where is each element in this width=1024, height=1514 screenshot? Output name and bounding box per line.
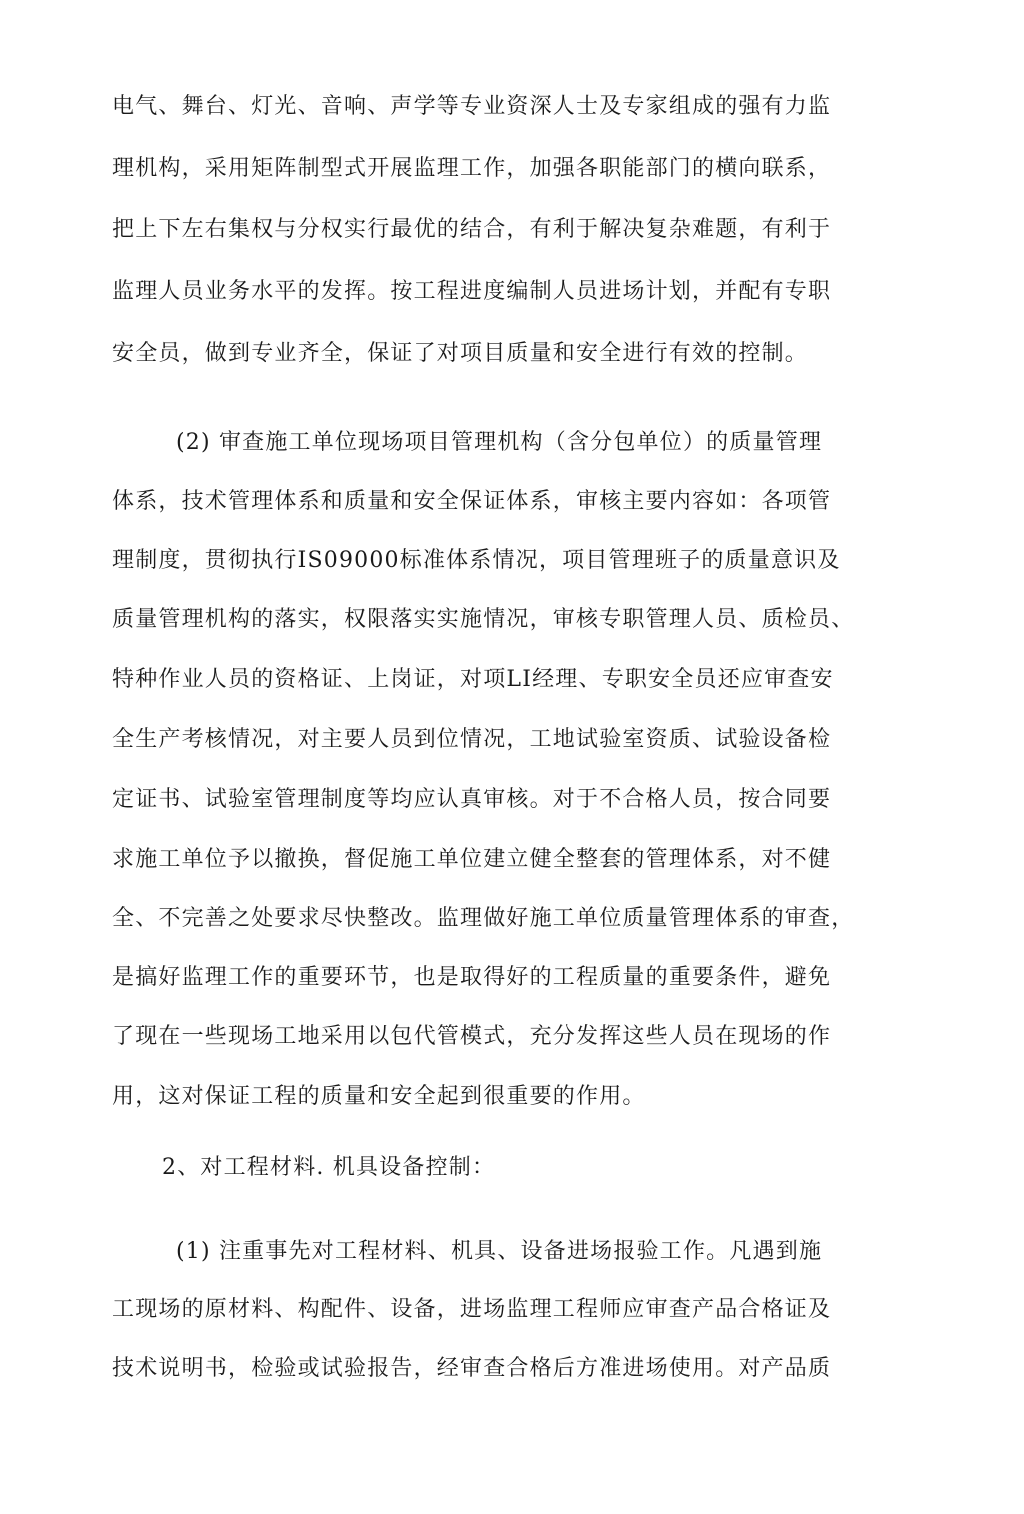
text-line: 理制度，贯彻执行IS09000标准体系情况，项目管理班子的质量意识及 <box>112 548 841 573</box>
section-heading: 2、对工程材料. 机具设备控制： <box>162 1155 496 1180</box>
text-line: (1) 注重事先对工程材料、机具、设备进场报验工作。凡遇到施 <box>176 1239 823 1264</box>
text-line: 特种作业人员的资格证、上岗证，对项LI经理、专职安全员还应审查安 <box>112 667 834 692</box>
text-line: 工现场的原材料、构配件、设备，进场监理工程师应审查产品合格证及 <box>112 1297 832 1322</box>
text-line: 电气、舞台、灯光、音响、声学等专业资深人士及专家组成的强有力监 <box>112 94 832 119</box>
text-line: 质量管理机构的落实，权限落实实施情况，审核专职管理人员、质检员、 <box>112 607 855 632</box>
text-line: 体系，技术管理体系和质量和安全保证体系，审核主要内容如：各项管 <box>112 489 832 514</box>
text-line: 全、不完善之处要求尽快整改。监理做好施工单位质量管理体系的审查， <box>112 906 855 931</box>
text-line: 是搞好监理工作的重要环节，也是取得好的工程质量的重要条件，避免 <box>112 965 832 990</box>
text-line: 把上下左右集权与分权实行最优的结合，有利于解决复杂难题，有利于 <box>112 217 832 242</box>
text-line: 用，这对保证工程的质量和安全起到很重要的作用。 <box>112 1084 646 1109</box>
text-line: 求施工单位予以撤换，督促施工单位建立健全整套的管理体系，对不健 <box>112 847 832 872</box>
text-line: 技术说明书，检验或试验报告，经审查合格后方准进场使用。对产品质 <box>112 1356 832 1381</box>
text-line: 了现在一些现场工地采用以包代管模式，充分发挥这些人员在现场的作 <box>112 1024 832 1049</box>
text-line: 全生产考核情况，对主要人员到位情况，工地试验室资质、试验设备检 <box>112 727 832 752</box>
text-line: (2) 审查施工单位现场项目管理机构（含分包单位）的质量管理 <box>176 430 823 455</box>
text-line: 安全员，做到专业齐全，保证了对项目质量和安全进行有效的控制。 <box>112 341 809 366</box>
text-line: 定证书、试验室管理制度等均应认真审核。对于不合格人员，按合同要 <box>112 787 832 812</box>
text-line: 监理人员业务水平的发挥。按工程进度编制人员进场计划，并配有专职 <box>112 279 832 304</box>
text-line: 理机构，采用矩阵制型式开展监理工作，加强各职能部门的横向联系， <box>112 156 832 181</box>
